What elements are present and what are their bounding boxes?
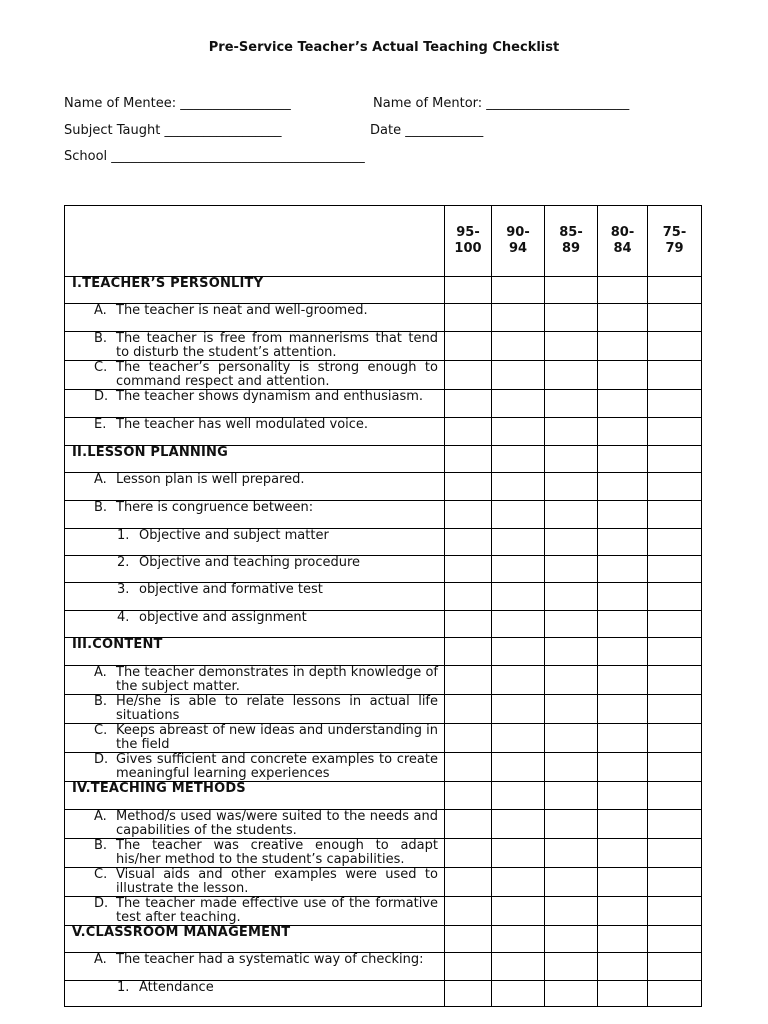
- criterion-text: Visual aids and other examples were used to illustrate the lesson.: [116, 867, 438, 896]
- rating-cell[interactable]: [648, 926, 702, 953]
- rating-cell[interactable]: [648, 810, 702, 839]
- criterion-row: [65, 418, 702, 446]
- criterion-cell: [65, 897, 445, 926]
- criterion: [65, 361, 444, 389]
- sub-criterion: [65, 611, 444, 625]
- sub-criterion: [65, 981, 444, 995]
- criterion: [65, 839, 444, 867]
- criterion: [65, 666, 444, 694]
- criterion-row: [65, 611, 702, 638]
- criterion-label: 1.: [117, 980, 130, 995]
- rating-cell[interactable]: [648, 418, 702, 446]
- rating-cell[interactable]: [545, 332, 598, 361]
- criterion-label: A.: [94, 303, 107, 318]
- rating-cell[interactable]: [545, 446, 598, 473]
- criterion-text: Objective and teaching procedure: [139, 555, 361, 570]
- rating-cell[interactable]: [492, 304, 545, 332]
- criterion-row: [65, 810, 702, 839]
- criterion-row: [65, 753, 702, 782]
- criterion-row: [65, 724, 702, 753]
- criterion-cell: [65, 583, 445, 611]
- score-range-part: 95-: [456, 225, 480, 240]
- criterion-cell: [65, 529, 445, 556]
- rating-cell[interactable]: [492, 782, 545, 810]
- rating-cell[interactable]: [598, 529, 648, 556]
- criterion-cell: [65, 782, 445, 810]
- section-row: [65, 446, 702, 473]
- rating-cell[interactable]: [545, 953, 598, 981]
- rating-cell[interactable]: [492, 277, 545, 304]
- section-heading: II.LESSON PLANNING: [72, 445, 228, 460]
- criterion-label: B.: [94, 838, 108, 853]
- mentee-name-field[interactable]: Name of Mentee: _________________: [64, 96, 291, 111]
- rating-cell[interactable]: [648, 666, 702, 695]
- rating-cell[interactable]: [545, 695, 598, 724]
- rating-cell[interactable]: [545, 473, 598, 501]
- rating-cell[interactable]: [445, 638, 492, 666]
- criterion-text: Attendance: [139, 980, 214, 995]
- criterion-cell: [65, 304, 445, 332]
- section-row: [65, 638, 702, 666]
- criterion-row: [65, 695, 702, 724]
- criterion-cell: [65, 724, 445, 753]
- criterion-row: [65, 953, 702, 981]
- criterion-cell: [65, 473, 445, 501]
- rating-cell[interactable]: [648, 583, 702, 611]
- rating-cell[interactable]: [598, 611, 648, 638]
- rating-cell[interactable]: [598, 473, 648, 501]
- rating-cell[interactable]: [598, 953, 648, 981]
- rating-cell[interactable]: [545, 839, 598, 868]
- criterion-cell: [65, 277, 445, 304]
- rating-cell[interactable]: [445, 810, 492, 839]
- sub-criterion: [65, 529, 444, 543]
- criterion-label: D.: [94, 389, 109, 404]
- rating-cell[interactable]: [648, 332, 702, 361]
- rating-cell[interactable]: [545, 810, 598, 839]
- score-range-part: 80-: [610, 225, 635, 240]
- rating-cell[interactable]: [545, 277, 598, 304]
- section-heading: I.TEACHER’S PERSONLITY: [72, 276, 264, 291]
- rating-cell[interactable]: [445, 753, 492, 782]
- criterion-cell: [65, 753, 445, 782]
- criterion-row: [65, 473, 702, 501]
- criterion-text: He/she is able to relate lessons in actual life situations: [116, 694, 438, 723]
- rating-cell[interactable]: [648, 695, 702, 724]
- criterion-label: C.: [94, 723, 108, 738]
- criterion-text: objective and formative test: [139, 582, 323, 597]
- date-field[interactable]: Date ____________: [370, 123, 484, 138]
- criterion-cell: [65, 418, 445, 446]
- rating-cell[interactable]: [648, 868, 702, 897]
- rating-cell[interactable]: [492, 868, 545, 897]
- score-range-part: 84: [613, 241, 632, 256]
- rating-cell[interactable]: [492, 724, 545, 753]
- rating-cell[interactable]: [545, 304, 598, 332]
- rating-cell[interactable]: [445, 529, 492, 556]
- rating-cell[interactable]: [445, 782, 492, 810]
- criterion-row: [65, 304, 702, 332]
- criterion-text: Method/s used was/were suited to the needs and capabilities of the students.: [116, 809, 438, 838]
- rating-cell[interactable]: [598, 868, 648, 897]
- criterion-label: 3.: [117, 582, 130, 597]
- score-range-part: 100: [454, 241, 482, 256]
- criterion-label: C.: [94, 867, 108, 882]
- rating-cell[interactable]: [598, 390, 648, 418]
- criterion: [65, 390, 444, 404]
- rating-cell[interactable]: [545, 666, 598, 695]
- rating-cell[interactable]: [648, 529, 702, 556]
- criteria-header-cell: [65, 206, 445, 277]
- criterion-cell: [65, 953, 445, 981]
- checklist-table: [64, 205, 702, 1007]
- rating-cell[interactable]: [445, 981, 492, 1007]
- rating-cell[interactable]: [545, 556, 598, 583]
- rating-cell[interactable]: [445, 277, 492, 304]
- criterion: [65, 953, 444, 967]
- criterion-label: D.: [94, 752, 109, 767]
- rating-cell[interactable]: [648, 753, 702, 782]
- rating-cell[interactable]: [598, 332, 648, 361]
- criterion-text: The teacher shows dynamism and enthusiasm.: [116, 389, 424, 404]
- criterion-label: 1.: [117, 528, 130, 543]
- score-range-header: [545, 206, 598, 277]
- rating-cell[interactable]: [648, 361, 702, 390]
- rating-cell[interactable]: [445, 332, 492, 361]
- criterion-label: B.: [94, 694, 108, 709]
- rating-cell[interactable]: [492, 695, 545, 724]
- criterion-cell: [65, 390, 445, 418]
- rating-cell[interactable]: [648, 897, 702, 926]
- rating-cell[interactable]: [545, 782, 598, 810]
- criterion-cell: [65, 611, 445, 638]
- criterion-row: [65, 390, 702, 418]
- rating-cell[interactable]: [492, 611, 545, 638]
- rating-cell[interactable]: [545, 501, 598, 529]
- criterion-cell: [65, 666, 445, 695]
- section-row: [65, 926, 702, 953]
- score-range-part: 75-: [662, 225, 687, 240]
- rating-cell[interactable]: [545, 926, 598, 953]
- criterion-label: B.: [94, 500, 108, 515]
- rating-cell[interactable]: [445, 926, 492, 953]
- criterion-text: The teacher demonstrates in depth knowledge of the subject matter.: [116, 665, 438, 694]
- rating-cell[interactable]: [648, 501, 702, 529]
- rating-cell[interactable]: [598, 583, 648, 611]
- criterion-label: 4.: [117, 610, 130, 625]
- criterion-text: Gives sufficient and concrete examples to create meaningful learning experiences: [116, 752, 438, 781]
- criterion-cell: [65, 810, 445, 839]
- rating-cell[interactable]: [492, 839, 545, 868]
- rating-cell[interactable]: [445, 390, 492, 418]
- rating-cell[interactable]: [545, 418, 598, 446]
- page-title: Pre-Service Teacher’s Actual Teaching Checklist: [208, 40, 560, 55]
- criterion-cell: [65, 638, 445, 666]
- rating-cell[interactable]: [492, 390, 545, 418]
- criterion-label: 2.: [117, 555, 130, 570]
- sub-criterion: [65, 556, 444, 570]
- rating-cell[interactable]: [492, 332, 545, 361]
- criterion-cell: [65, 868, 445, 897]
- criterion-text: Lesson plan is well prepared.: [116, 472, 305, 487]
- criterion: [65, 418, 444, 432]
- criterion-text: The teacher has well modulated voice.: [116, 417, 369, 432]
- rating-cell[interactable]: [598, 446, 648, 473]
- rating-cell[interactable]: [648, 782, 702, 810]
- score-range-header: [598, 206, 648, 277]
- criterion-text: objective and assignment: [139, 610, 307, 625]
- rating-cell[interactable]: [492, 529, 545, 556]
- criterion-row: [65, 897, 702, 926]
- criterion-text: The teacher had a systematic way of checking:: [116, 952, 424, 967]
- criterion-text: Keeps abreast of new ideas and understanding in the field: [116, 723, 438, 752]
- criterion-cell: [65, 926, 445, 953]
- criterion-row: [65, 666, 702, 695]
- rating-cell[interactable]: [492, 810, 545, 839]
- criterion-row: [65, 868, 702, 897]
- subject-taught-field[interactable]: Subject Taught __________________: [64, 123, 282, 138]
- criterion-label: A.: [94, 472, 107, 487]
- criterion-text: The teacher is free from mannerisms that tend to disturb the student’s attention.: [116, 331, 438, 360]
- rating-cell[interactable]: [445, 446, 492, 473]
- criterion-cell: [65, 446, 445, 473]
- criterion: [65, 473, 444, 487]
- section-heading: III.CONTENT: [72, 637, 163, 652]
- criterion-text: The teacher’s personality is strong enough to command respect and attention.: [116, 360, 438, 389]
- rating-cell[interactable]: [492, 753, 545, 782]
- criterion-label: E.: [94, 417, 107, 432]
- rating-cell[interactable]: [492, 583, 545, 611]
- rating-cell[interactable]: [445, 897, 492, 926]
- score-range-part: 79: [665, 241, 684, 256]
- criterion-label: A.: [94, 809, 107, 824]
- rating-cell[interactable]: [445, 695, 492, 724]
- criterion-cell: [65, 332, 445, 361]
- criterion-cell: [65, 501, 445, 529]
- rating-cell[interactable]: [648, 839, 702, 868]
- rating-cell[interactable]: [545, 724, 598, 753]
- rating-cell[interactable]: [598, 981, 648, 1007]
- rating-cell[interactable]: [545, 638, 598, 666]
- score-range-part: 94: [508, 241, 528, 256]
- criterion-text: Objective and subject matter: [139, 528, 329, 543]
- section-row: [65, 782, 702, 810]
- rating-cell[interactable]: [492, 953, 545, 981]
- score-range-header: [648, 206, 702, 277]
- rating-cell[interactable]: [445, 953, 492, 981]
- rating-cell[interactable]: [598, 277, 648, 304]
- rating-cell[interactable]: [445, 724, 492, 753]
- rating-cell[interactable]: [545, 981, 598, 1007]
- rating-cell[interactable]: [545, 897, 598, 926]
- criterion: [65, 724, 444, 752]
- rating-cell[interactable]: [492, 638, 545, 666]
- rating-cell[interactable]: [648, 611, 702, 638]
- section-row: [65, 277, 702, 304]
- rating-cell[interactable]: [445, 556, 492, 583]
- criterion: [65, 810, 444, 838]
- score-range-header: [445, 206, 492, 277]
- rating-cell[interactable]: [598, 666, 648, 695]
- rating-cell[interactable]: [598, 361, 648, 390]
- rating-cell[interactable]: [648, 446, 702, 473]
- rating-cell[interactable]: [445, 361, 492, 390]
- criterion-text: The teacher was creative enough to adapt his/her method to the student’s capabilities.: [116, 838, 438, 867]
- criterion: [65, 695, 444, 723]
- rating-cell[interactable]: [598, 695, 648, 724]
- rating-cell[interactable]: [598, 638, 648, 666]
- rating-cell[interactable]: [492, 666, 545, 695]
- criterion-label: A.: [94, 952, 107, 967]
- mentor-name-field[interactable]: Name of Mentor: ______________________: [373, 96, 630, 111]
- rating-cell[interactable]: [445, 666, 492, 695]
- rating-cell[interactable]: [598, 304, 648, 332]
- sub-criterion: [65, 583, 444, 597]
- rating-cell[interactable]: [598, 839, 648, 868]
- rating-cell[interactable]: [545, 529, 598, 556]
- rating-cell[interactable]: [445, 304, 492, 332]
- criterion-text: The teacher is neat and well-groomed.: [116, 303, 368, 318]
- criterion-row: [65, 583, 702, 611]
- rating-cell[interactable]: [648, 390, 702, 418]
- rating-cell[interactable]: [492, 501, 545, 529]
- criterion-text: The teacher made effective use of the formative test after teaching.: [116, 896, 438, 925]
- score-range-header: [492, 206, 545, 277]
- rating-cell[interactable]: [598, 810, 648, 839]
- rating-cell[interactable]: [445, 868, 492, 897]
- rating-cell[interactable]: [598, 501, 648, 529]
- rating-cell[interactable]: [492, 446, 545, 473]
- criterion-row: [65, 981, 702, 1007]
- rating-cell[interactable]: [445, 611, 492, 638]
- rating-cell[interactable]: [545, 361, 598, 390]
- rating-cell[interactable]: [648, 724, 702, 753]
- criterion: [65, 897, 444, 925]
- rating-cell[interactable]: [598, 724, 648, 753]
- rating-cell[interactable]: [445, 583, 492, 611]
- criterion-cell: [65, 556, 445, 583]
- score-range-part: 89: [561, 241, 581, 256]
- criterion-row: [65, 839, 702, 868]
- rating-cell[interactable]: [648, 277, 702, 304]
- criterion-label: C.: [94, 360, 108, 375]
- criterion: [65, 501, 444, 515]
- section-heading: V.CLASSROOM MANAGEMENT: [72, 925, 291, 940]
- criterion: [65, 332, 444, 360]
- rating-cell[interactable]: [598, 418, 648, 446]
- rating-cell[interactable]: [598, 753, 648, 782]
- rating-cell[interactable]: [545, 390, 598, 418]
- rating-cell[interactable]: [648, 953, 702, 981]
- criterion-cell: [65, 839, 445, 868]
- criterion: [65, 304, 444, 318]
- rating-cell[interactable]: [492, 473, 545, 501]
- rating-cell[interactable]: [492, 418, 545, 446]
- criterion-row: [65, 361, 702, 390]
- score-range-part: 90-: [506, 225, 530, 240]
- criterion-label: D.: [94, 896, 109, 911]
- rating-cell[interactable]: [492, 981, 545, 1007]
- rating-cell[interactable]: [545, 753, 598, 782]
- rating-cell[interactable]: [445, 473, 492, 501]
- criterion-cell: [65, 695, 445, 724]
- score-range-part: 85-: [559, 225, 583, 240]
- rating-cell[interactable]: [598, 782, 648, 810]
- criterion-label: A.: [94, 665, 107, 680]
- criterion-row: [65, 332, 702, 361]
- rating-cell[interactable]: [545, 611, 598, 638]
- rating-cell[interactable]: [492, 361, 545, 390]
- rating-cell[interactable]: [648, 638, 702, 666]
- rating-cell[interactable]: [648, 304, 702, 332]
- rating-cell[interactable]: [445, 839, 492, 868]
- rating-cell[interactable]: [445, 418, 492, 446]
- criterion-cell: [65, 981, 445, 1007]
- rating-cell[interactable]: [445, 501, 492, 529]
- rating-cell[interactable]: [648, 981, 702, 1007]
- header-row: [65, 206, 702, 277]
- rating-cell[interactable]: [598, 897, 648, 926]
- criterion-text: There is congruence between:: [116, 500, 314, 515]
- school-field[interactable]: School _______________________________________: [64, 149, 365, 164]
- rating-cell[interactable]: [492, 926, 545, 953]
- rating-cell[interactable]: [492, 897, 545, 926]
- criterion-row: [65, 556, 702, 583]
- criterion: [65, 868, 444, 896]
- criterion-row: [65, 501, 702, 529]
- criterion: [65, 753, 444, 781]
- criterion-label: B.: [94, 331, 108, 346]
- criterion-row: [65, 529, 702, 556]
- rating-cell[interactable]: [648, 556, 702, 583]
- section-heading: IV.TEACHING METHODS: [72, 781, 246, 796]
- rating-cell[interactable]: [648, 473, 702, 501]
- rating-cell[interactable]: [545, 868, 598, 897]
- rating-cell[interactable]: [598, 556, 648, 583]
- rating-cell[interactable]: [492, 556, 545, 583]
- criterion-cell: [65, 361, 445, 390]
- rating-cell[interactable]: [545, 583, 598, 611]
- rating-cell[interactable]: [598, 926, 648, 953]
